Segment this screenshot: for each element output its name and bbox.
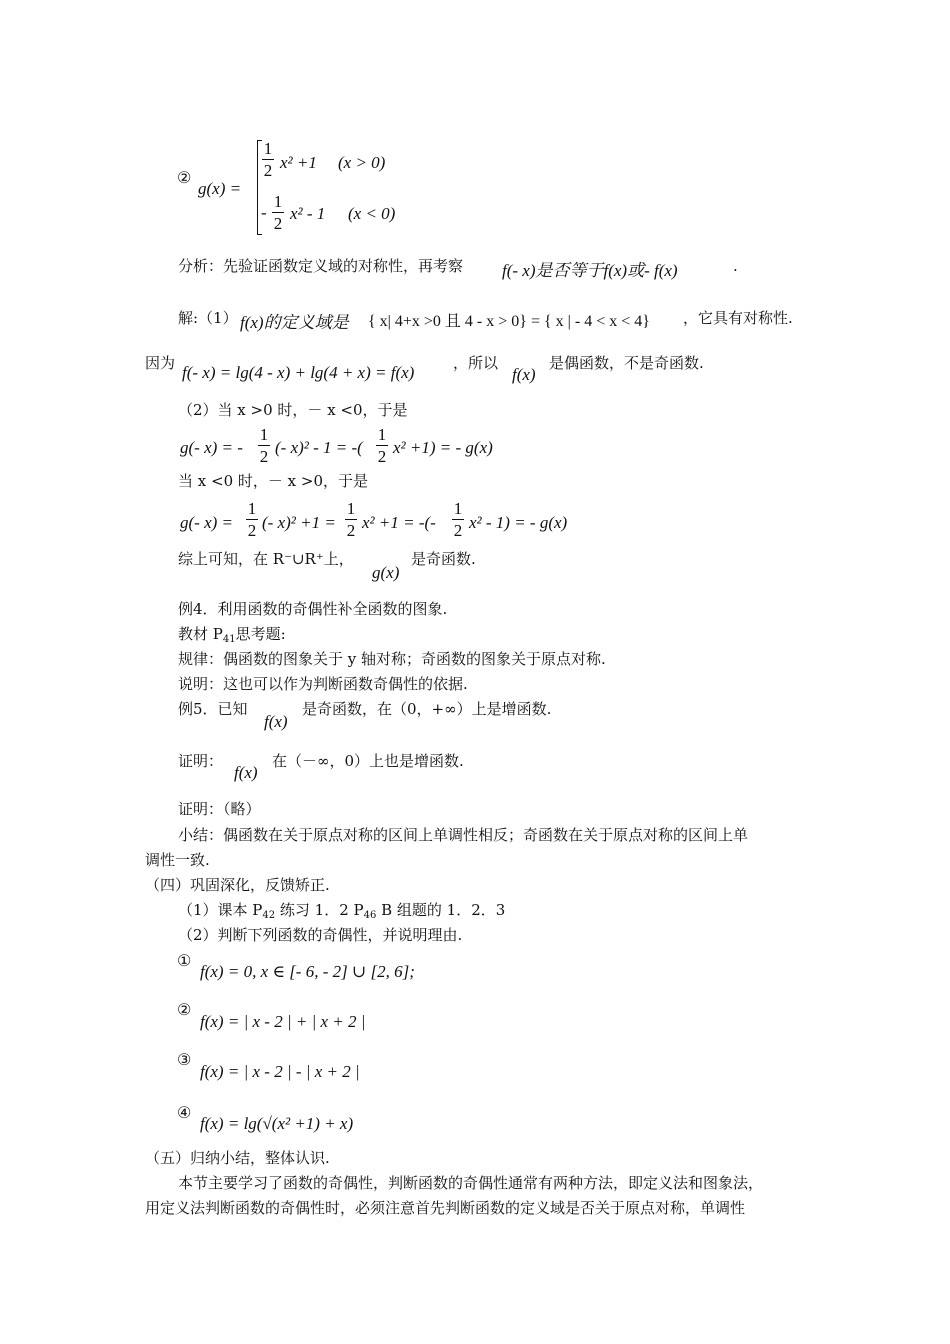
fraction-half: 1 2 — [377, 425, 387, 466]
example-5-math: f(x) — [264, 712, 288, 731]
piecewise-lhs: g(x) = — [198, 179, 242, 198]
section-5-title: （五）归纳小结，整体认识. — [145, 1149, 330, 1167]
equation-part: x² - 1) = - g(x) — [469, 513, 568, 532]
proof-omitted: 证明：（略） — [178, 800, 261, 818]
problem-label: ② — [177, 1000, 192, 1019]
closing-paragraph-line-2: 用定义法判断函数的奇偶性时，必须注意首先判断函数的定义域是否关于原点对称，单调性 — [145, 1199, 746, 1217]
because-suffix: 是偶函数，不是奇函数. — [549, 354, 704, 372]
fraction-half: 1 2 — [346, 499, 356, 540]
section-4-title: （四）巩固深化，反馈矫正. — [145, 876, 330, 894]
exercise-item-2: （2）判断下列函数的奇偶性，并说明理由. — [178, 926, 463, 944]
solution-math: f(x)的定义域是 — [240, 313, 349, 332]
equation-part: x² +1) = - g(x) — [393, 438, 493, 457]
textbook-reference: 教材 $P_{41}$思考题: — [178, 625, 286, 645]
case1-condition: (x > 0) — [338, 153, 386, 172]
solution-prefix: 解:（1） — [178, 309, 238, 327]
equation-part: (- x)² - 1 = -( — [275, 438, 363, 457]
domain-set: { x| 4+x >0 且 4 - x > 0} = { x | - 4 < x < 4} — [368, 313, 650, 330]
problem-expression: f(x) = | x - 2 | + | x + 2 | — [200, 1012, 366, 1031]
closing-paragraph-line-1: 本节主要学习了函数的奇偶性，判断函数的奇偶性通常有两种方法，即定义法和图象法， — [178, 1174, 764, 1192]
problem-expression: f(x) = lg(√(x² +1) + x) — [200, 1114, 354, 1133]
summary-line-2: 调性一致. — [145, 851, 210, 869]
solution-suffix: ，它具有对称性. — [683, 309, 793, 327]
problem-expression: f(x) = | x - 2 | - | x + 2 | — [200, 1062, 360, 1081]
fraction-half: 1 2 — [259, 425, 269, 466]
analysis-end: . — [733, 257, 738, 275]
conclusion-math: g(x) — [372, 563, 400, 582]
fraction-half: 1 2 — [263, 139, 273, 180]
case-positive-line: （2）当 x >0 时，－ x <0，于是 — [178, 401, 408, 419]
because-mid: ，所以 — [453, 354, 499, 372]
because-equation: f(- x) = lg(4 - x) + lg(4 + x) = f(x) — [182, 363, 415, 382]
case2-expression: x² - 1 — [290, 204, 326, 223]
fraction-half: 1 2 — [453, 499, 463, 540]
analysis-text: 分析：先验证函数定义域的对称性，再考察 — [178, 257, 464, 275]
exercise-item-1: （1）课本 $P_{42}$ 练习 1．2 $P_{46}$ B 组题的 1．2．3 — [178, 901, 506, 921]
item-label: ② — [177, 168, 192, 187]
because-prefix: 因为 — [145, 354, 176, 372]
because-fx: f(x) — [512, 365, 536, 384]
case2-minus: - — [261, 203, 267, 222]
equation-part: x² +1 = -(- — [362, 513, 436, 532]
problem-label: ① — [177, 951, 192, 970]
proof-statement: 在（－∞，0）上也是增函数. — [272, 752, 464, 770]
case-negative-line: 当 x <0 时，－ x >0，于是 — [178, 472, 368, 490]
conclusion-end: 是奇函数. — [411, 550, 476, 568]
problem-label: ④ — [177, 1103, 192, 1122]
proof-label: 证明： — [178, 752, 224, 770]
rule-text: 规律：偶函数的图象关于 y 轴对称；奇函数的图象关于原点对称. — [178, 650, 606, 668]
equation-part: g(- x) = - — [180, 438, 243, 457]
fraction-half: 1 2 — [247, 499, 257, 540]
fraction-half: 1 2 — [273, 192, 283, 233]
note-text: 说明：这也可以作为判断函数奇偶性的依据. — [178, 675, 468, 693]
problem-label: ③ — [177, 1050, 192, 1069]
example-4-title: 例4．利用函数的奇偶性补全函数的图象. — [178, 600, 448, 618]
example-5-title: 例5．已知 — [178, 700, 248, 718]
proof-math: f(x) — [234, 763, 258, 782]
analysis-math: f(- x)是否等于f(x)或- f(x) — [502, 261, 678, 280]
equation-part: g(- x) = — [180, 513, 234, 532]
problem-expression: f(x) = 0, x ∈ [- 6, - 2] ∪ [2, 6]; — [200, 962, 415, 981]
case1-expression: x² +1 — [280, 153, 317, 172]
summary-line-1: 小结：偶函数在关于原点对称的区间上单调性相反；奇函数在关于原点对称的区间上单 — [178, 826, 749, 844]
case2-condition: (x < 0) — [348, 204, 396, 223]
equation-part: (- x)² +1 = — [262, 513, 336, 532]
example-5-statement: 是奇函数，在（0，+∞）上是增函数. — [302, 700, 552, 718]
conclusion-text: 综上可知，在 R⁻∪R⁺上， — [178, 550, 354, 568]
